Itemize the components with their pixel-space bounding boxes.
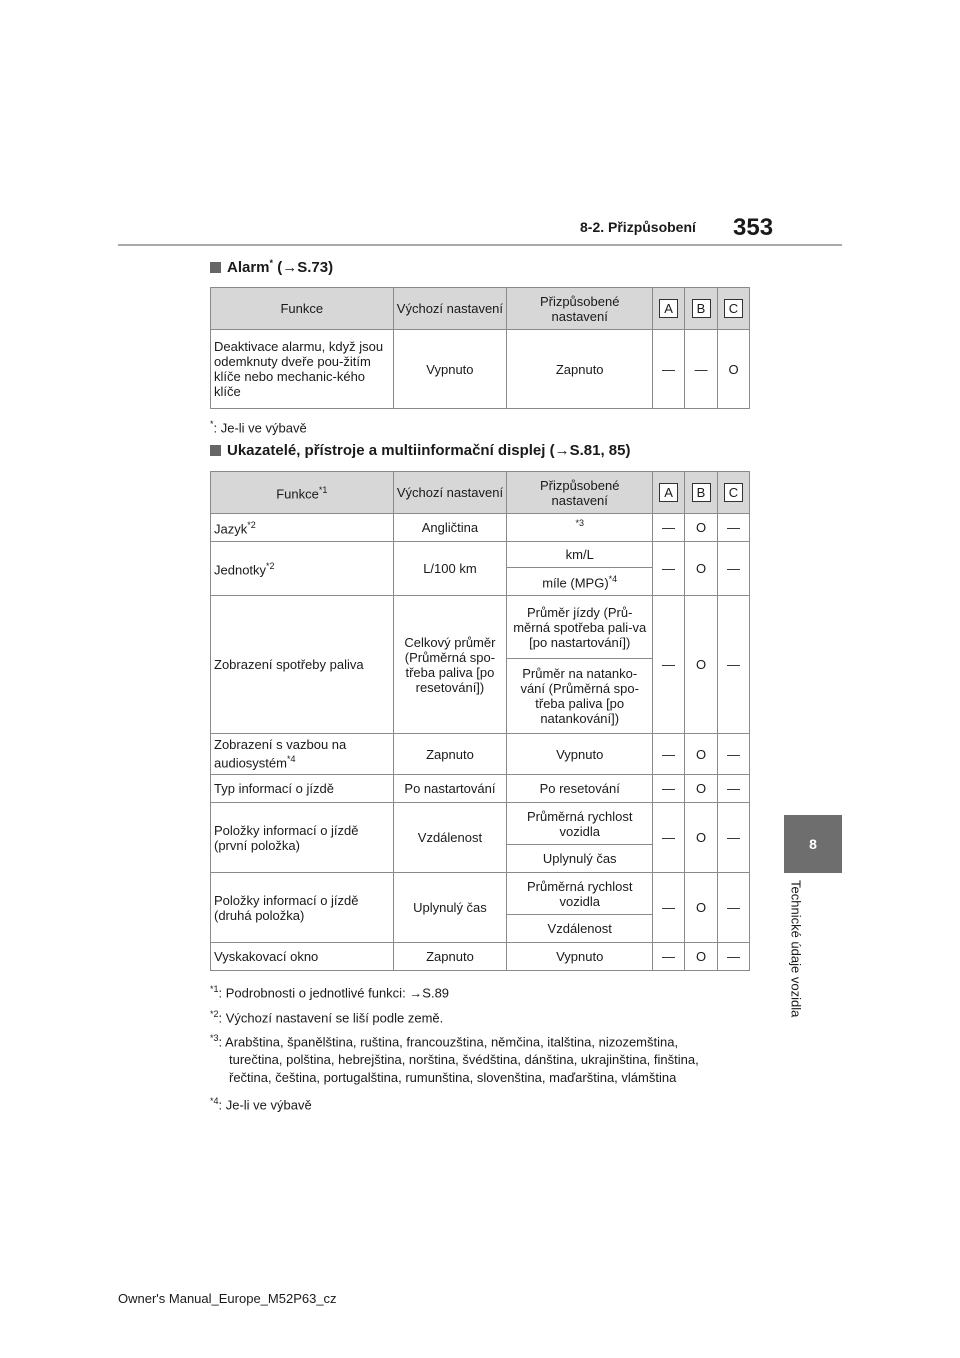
footnote-mark: * [210,419,214,429]
table-row [211,514,750,542]
section-heading-gauges [210,442,630,459]
default-cell: Vypnuto [393,330,507,409]
column-header [653,288,685,330]
footnote-text: : Výchozí nastavení se liší podle země. [218,1010,444,1026]
chapter-label [786,880,806,1055]
mode-c-cell: — [717,514,749,542]
table-row [211,873,750,915]
function-text: Jazyk [214,521,248,537]
alarm-table [210,287,750,409]
mode-a-icon: A [659,299,678,318]
page-number: 353 [733,214,774,241]
heading-footnote-mark: * [269,258,274,268]
page-reference-link[interactable]: (→S.73) [277,259,334,276]
mode-c-cell: — [717,943,749,971]
table-row [211,803,750,845]
footnote-text: : Arabština, španělština, ruština, francouzština, němčina, italština, nizozemština, [218,1034,679,1050]
footnote-text: : Podrobnosti o jednotlivé funkci: →S.89 [218,985,450,1001]
function-cell: Položky informací o jízdě (první položka) [211,803,394,873]
mode-b-icon: B [692,483,711,502]
custom-cell: Průměrná rychlost vozidla [507,803,653,845]
default-cell: Po nastartování [393,775,507,803]
mode-c-icon: C [724,483,743,502]
default-cell: Zapnuto [393,943,507,971]
footnote-mark: *3 [575,518,584,528]
mode-a-icon: A [659,483,678,502]
custom-cell: Uplynulý čas [507,845,653,873]
mode-b-cell: — [685,330,718,409]
table-row [211,596,750,659]
footnote-mark: *2 [266,561,275,572]
gauges-table [210,471,750,971]
mode-c-cell: — [717,775,749,803]
custom-cell: Vzdálenost [507,915,653,943]
default-cell: Celkový průměr (Průměrná spo-třeba paliva [po resetování]) [393,596,507,734]
footer-text: Owner's Manual_Europe_M52P63_cz [118,1291,337,1306]
default-cell: Vzdálenost [393,803,507,873]
column-header [717,472,749,514]
table-row [211,943,750,971]
mode-b-cell: O [685,943,718,971]
mode-c-cell: — [717,734,749,775]
function-cell: Vyskakovací okno [211,943,394,971]
mode-b-cell: O [685,514,718,542]
mode-b-cell: O [685,803,718,873]
mode-c-icon: C [724,299,743,318]
column-header: Výchozí nastavení [393,288,507,330]
table-row [211,734,750,775]
square-bullet-icon [210,262,221,273]
mode-c-cell: O [718,330,750,409]
mode-a-cell: — [653,514,685,542]
mode-a-cell: — [653,943,685,971]
custom-text: míle (MPG) [542,575,609,591]
footnote [210,980,449,1002]
chapter-label-text: Technické údaje vozidla [788,880,804,1018]
column-header [685,288,718,330]
mode-b-cell: O [685,873,718,943]
column-header: Přizpůsobené nastavení [507,472,653,514]
mode-b-cell: O [685,542,718,596]
column-header: Přizpůsobené nastavení [507,288,653,330]
footnote [210,415,307,437]
mode-b-cell: O [685,734,718,775]
function-cell [211,734,394,775]
column-header [211,472,394,514]
column-header [718,288,750,330]
custom-cell [507,514,653,542]
mode-c-cell: — [717,803,749,873]
footnote-mark: *4 [286,754,296,765]
footnote [210,1092,312,1114]
table-header-row [211,472,750,514]
footnote [210,1005,443,1027]
page-reference-link[interactable]: (→S.81, 85) [549,442,631,459]
default-cell: Uplynulý čas [393,873,507,943]
custom-cell: Průměr na natanko-vání (Průměrná spo-třeba paliva [po natankování]) [507,659,653,734]
function-text: Jednotky [214,562,267,578]
footnote-mark: *2 [247,520,256,531]
custom-cell [507,568,653,596]
column-header-text: Funkce [276,486,319,502]
column-header [653,472,685,514]
footnote-text: řečtina, čeština, portugalština, rumunština, slovenština, maďarština, vlámština [229,1070,677,1086]
custom-cell: Vypnuto [507,734,653,775]
mode-a-cell: — [653,873,685,943]
table-row [211,542,750,568]
mode-a-cell: — [653,803,685,873]
chapter-tab[interactable]: 8 [784,815,842,873]
custom-cell: Průměrná rychlost vozidla [507,873,653,915]
mode-c-cell: — [717,873,749,943]
mode-a-cell: — [653,596,685,734]
footnote-mark: *4 [210,1096,219,1106]
column-header: Výchozí nastavení [393,472,507,514]
mode-c-cell: — [717,542,749,596]
default-cell: L/100 km [393,542,507,596]
heading-text: Alarm [227,259,270,276]
custom-cell: km/L [507,542,653,568]
footnote-text: : Je-li ve výbavě [213,420,307,436]
footnote-mark: *4 [608,574,618,585]
mode-a-cell: — [653,775,685,803]
function-cell: Zobrazení spotřeby paliva [211,596,394,734]
footnote-mark: *1 [210,984,219,994]
mode-a-cell: — [653,542,685,596]
custom-cell: Průměr jízdy (Prů-měrná spotřeba pali-va [po nastartování]) [507,596,653,659]
mode-a-cell: — [653,330,685,409]
mode-c-cell: — [717,596,749,734]
table-row [211,330,750,409]
custom-cell: Po resetování [507,775,653,803]
function-text: Zobrazení s vazbou na audiosystém [214,737,347,771]
function-cell [211,514,394,542]
mode-b-icon: B [692,299,711,318]
footnote-mark: *2 [210,1009,219,1019]
function-cell: Typ informací o jízdě [211,775,394,803]
section-title: 8-2. Přizpůsobení [580,219,696,235]
header-divider [118,244,842,246]
footnote-text: : Je-li ve výbavě [218,1097,312,1113]
footnote [210,1029,750,1087]
default-cell: Zapnuto [393,734,507,775]
section-heading-alarm [210,258,333,276]
column-header [685,472,718,514]
custom-cell: Zapnuto [507,330,653,409]
footnote-mark: *3 [210,1033,219,1043]
footnote-mark: *1 [318,485,328,496]
table-row [211,775,750,803]
function-cell: Deaktivace alarmu, když jsou odemknuty dveře pou-žitím klíče nebo mechanic-kého klíče [211,330,394,409]
default-cell: Angličtina [393,514,507,542]
mode-a-cell: — [653,734,685,775]
function-cell: Položky informací o jízdě (druhá položka) [211,873,394,943]
mode-b-cell: O [685,596,718,734]
table-header-row [211,288,750,330]
column-header: Funkce [211,288,394,330]
function-cell [211,542,394,596]
mode-b-cell: O [685,775,718,803]
square-bullet-icon [210,445,221,456]
heading-text: Ukazatelé, přístroje a multiinformační displej [227,442,546,459]
footnote-text: turečtina, polština, hebrejština, norština, švédština, dánština, ukrajinština, finština, [229,1052,699,1068]
custom-cell: Vypnuto [507,943,653,971]
